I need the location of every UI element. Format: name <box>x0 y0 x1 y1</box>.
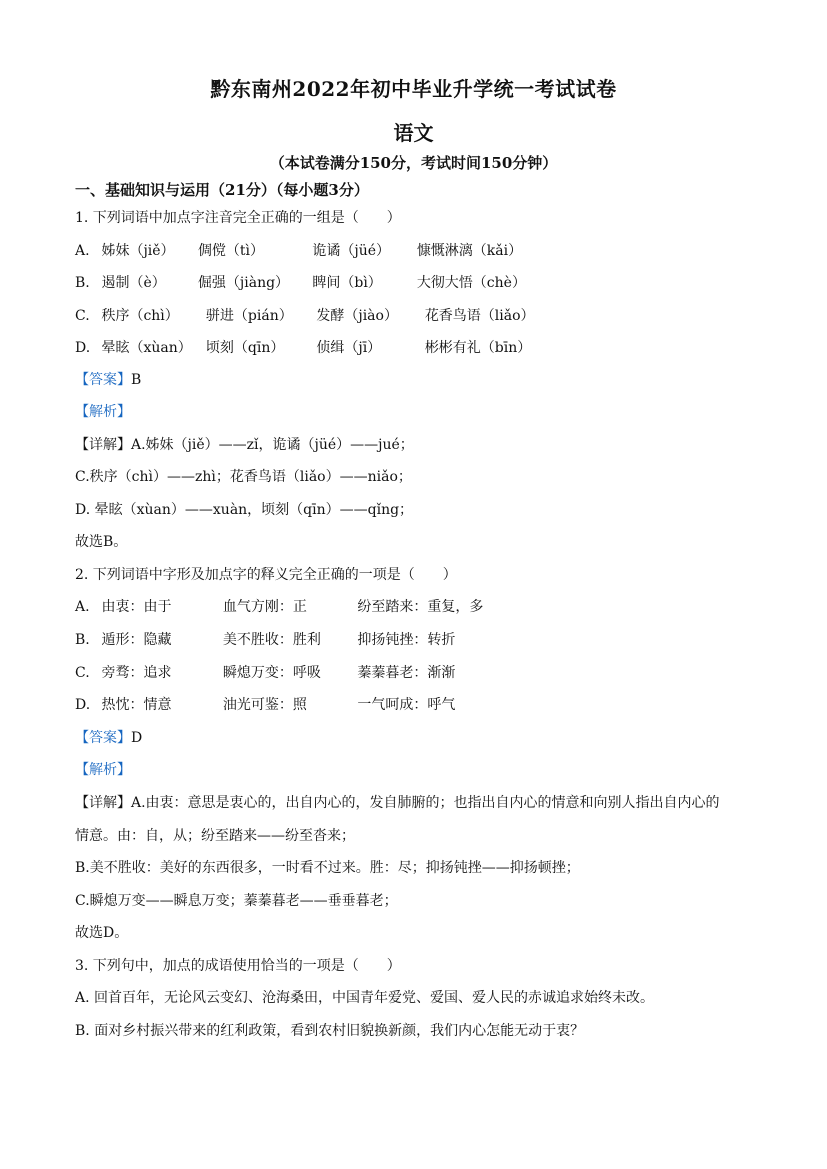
option-label: C. <box>75 665 90 681</box>
option-label: B. <box>75 275 90 291</box>
option-item: 一气呵成：呼气 <box>357 697 456 713</box>
option-item: 慷慨淋漓（kǎi） <box>416 243 523 259</box>
option-label: A. <box>75 599 90 615</box>
q2-answer <box>75 728 142 748</box>
q3-option-b: B. 面对乡村振兴带来的红利政策，看到农村旧貌换新颜，我们内心怎能无动于衷？ <box>75 1023 585 1039</box>
q1-option-d <box>75 338 531 358</box>
answer-tag: 【答案】 <box>75 372 131 388</box>
option-item: 秩序（chì） <box>101 308 179 324</box>
option-label: B. <box>75 632 90 648</box>
subject-title: 语文 <box>393 121 434 145</box>
q2-detail-line: C.瞬熄万变——瞬息万变；蓁蓁暮老——垂垂暮老； <box>75 893 398 909</box>
q2-detail-line: 【详解】A.由衷：意思是衷心的，出自内心的，发自肺腑的；也指出自内心的情意和向别人指出自内心的 <box>75 795 720 811</box>
q2-option-c <box>75 663 455 683</box>
section-heading: 一、基础知识与运用（21分）（每小题3分） <box>75 181 369 199</box>
option-item: 倔强（jiàng） <box>197 275 290 291</box>
answer-tag: 【答案】 <box>75 730 131 746</box>
q1-answer <box>75 370 141 390</box>
option-item: 纷至踏来：重复，多 <box>357 599 484 615</box>
q3-stem: 3. 下列句中，加点的成语使用恰当的一项是（ ） <box>75 958 401 974</box>
q2-detail-line: 情意。由：自，从；纷至踏来——纷至沓来； <box>75 828 355 844</box>
option-item: 抑扬钝挫：转折 <box>357 632 456 648</box>
q2-option-a <box>75 597 483 617</box>
option-item: 旁骛：追求 <box>101 665 172 681</box>
q2-option-d <box>75 695 455 715</box>
option-item: 倜傥（tì） <box>197 243 265 259</box>
option-item: 骈进（pián） <box>205 308 293 324</box>
option-item: 睥间（bì） <box>312 275 382 291</box>
q1-detail-line: D. 晕眩（xùan）——xuàn，顷刻（qīn）——qǐng； <box>75 502 414 518</box>
q1-analysis-tag: 【解析】 <box>75 404 131 420</box>
option-item: 油光可鉴：照 <box>222 697 307 713</box>
q3-option-a: A. 回首百年，无论风云变幻、沧海桑田，中国青年爱党、爱国、爱人民的赤诚追求始终未改。 <box>75 990 655 1006</box>
option-label: C. <box>75 308 90 324</box>
option-item: 姊妹（jiě） <box>101 243 175 259</box>
option-item: 蓁蓁暮老：渐渐 <box>357 665 456 681</box>
q1-detail-line: 【详解】A.姊妹（jiě）——zǐ，诡谲（jüé）——jué； <box>75 437 414 453</box>
q1-option-a <box>75 241 522 261</box>
option-label: D. <box>75 697 91 713</box>
answer-value: D <box>131 730 143 746</box>
q2-option-b <box>75 630 455 650</box>
option-item: 顷刻（qīn） <box>205 340 285 356</box>
option-item: 遏制（è） <box>101 275 166 291</box>
option-item: 由衷：由于 <box>101 599 172 615</box>
option-item: 诡谲（jüé） <box>312 243 391 259</box>
q2-stem: 2. 下列词语中字形及加点字的释义完全正确的一项是（ ） <box>75 567 457 583</box>
option-item: 遁形：隐藏 <box>101 632 172 648</box>
q1-detail-line: 故选B。 <box>75 534 128 550</box>
option-item: 血气方刚：正 <box>222 599 307 615</box>
option-item: 侦缉（jī） <box>316 340 382 356</box>
exam-note: （本试卷满分150分，考试时间150分钟） <box>269 154 558 172</box>
option-item: 彬彬有礼（bīn） <box>424 340 532 356</box>
q2-detail-line: B.美不胜收：美好的东西很多，一时看不过来。胜：尽；抑扬钝挫——抑扬顿挫； <box>75 860 580 876</box>
q2-analysis-tag: 【解析】 <box>75 762 131 778</box>
answer-value: B <box>131 372 142 388</box>
option-item: 大彻大悟（chè） <box>416 275 526 291</box>
option-label: A. <box>75 243 90 259</box>
option-item: 发酵（jiào） <box>316 308 398 324</box>
q2-detail-line: 故选D。 <box>75 925 129 941</box>
q1-detail-line: C.秩序（chì）——zhì；花香鸟语（liǎo）——niǎo； <box>75 469 412 485</box>
option-label: D. <box>75 340 91 356</box>
q1-option-b <box>75 273 526 293</box>
option-item: 花香鸟语（liǎo） <box>424 308 535 324</box>
option-item: 晕眩（xùan） <box>101 340 192 356</box>
option-item: 瞬熄万变：呼吸 <box>222 665 321 681</box>
exam-title: 黔东南州2022年初中毕业升学统一考试试卷 <box>210 77 617 101</box>
option-item: 热忱：情意 <box>101 697 172 713</box>
option-item: 美不胜收：胜利 <box>222 632 321 648</box>
q1-stem: 1. 下列词语中加点字注音完全正确的一组是（ ） <box>75 210 401 226</box>
q1-option-c <box>75 306 535 326</box>
